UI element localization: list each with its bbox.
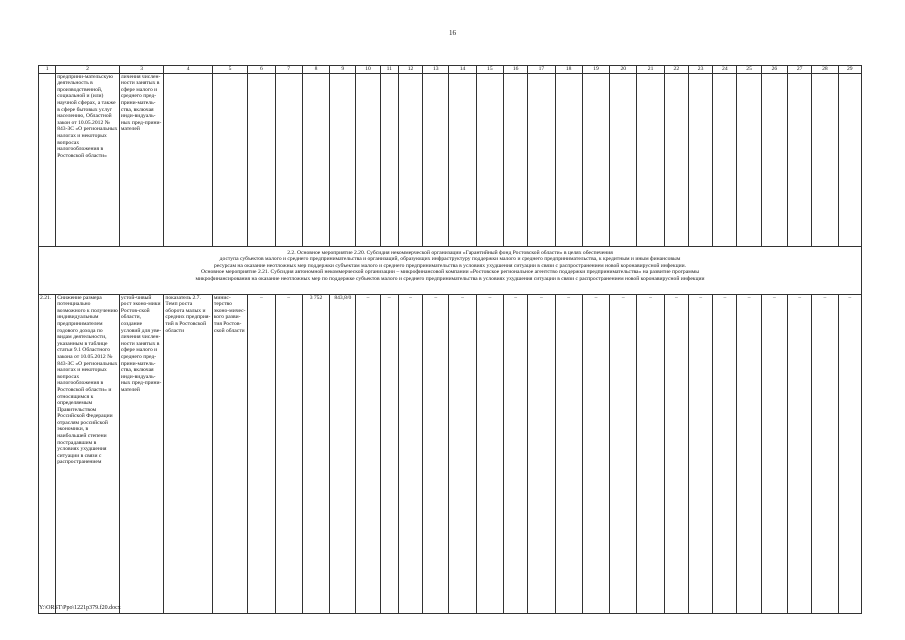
cell-dash: – (275, 294, 302, 613)
column-header: 9 (330, 66, 356, 74)
column-header: 6 (248, 66, 275, 74)
cell-executor-text: минис-терство эконо-мичес-кого разви-тия Ростов-ской области (212, 294, 247, 613)
column-header: 8 (302, 66, 329, 74)
column-header: 16 (503, 66, 527, 74)
column-header: 1 (39, 66, 56, 74)
cell-dash: – (838, 294, 861, 613)
section-heading-line: 2.2. Основное мероприятие 2.20. Субсидия некоммерческой организации «Гарантийный фонд Ростовской области» в целях обеспечения (287, 249, 613, 256)
column-header: 28 (812, 66, 838, 74)
section-heading-line: доступа субъектов малого и среднего предпринимательства и организаций, образующих инфраструктуру поддержки малого и среднего предпринимательства, к кредитным и иным финансовым (219, 256, 681, 263)
column-header: 24 (713, 66, 737, 74)
column-header: 15 (476, 66, 503, 74)
page-number: 16 (449, 29, 456, 37)
cell-dash: – (610, 294, 637, 613)
cell-dash: – (713, 294, 737, 613)
column-header: 2 (56, 66, 120, 74)
column-header: 17 (528, 66, 555, 74)
cell-dash: – (582, 294, 609, 613)
column-header: 3 (119, 66, 163, 74)
cell-measure-text: Снижение размера потенциально возможного к получению индивидуальным предпринимателем годового дохода по видам деятельности, указанным в таблице статьи 9.1 Областного закона от 10.05.2012 № 843-ЗС «О региональных налогах и некоторых вопросах налогообложения в Ростовской области» и относящимся к определяемым Правительством Российской Федерации отраслям российской экономики, в наибольшей степени пострадавшим в условиях ухудшения ситуации в связи с распространением (56, 294, 120, 613)
column-header: 23 (688, 66, 712, 74)
cell-indicator-text: показатель 2.7. Темп роста оборота малых и средних предприя-тий в Ростовской области (164, 294, 213, 613)
column-header: 27 (788, 66, 812, 74)
column-header: 11 (380, 66, 398, 74)
cell-dash: – (449, 294, 476, 613)
cell-dash: – (688, 294, 712, 613)
cell-dash: – (380, 294, 398, 613)
column-header: 14 (449, 66, 476, 74)
section-heading-line: микрофинансирования на оказание неотложных мер по поддержке субъектов малого и среднего предпринимательства в условиях ухудшения ситуации в связи с распространением новой коронавирусной инфекции (195, 275, 705, 282)
column-header: 4 (164, 66, 213, 74)
cell-dash: – (248, 294, 275, 613)
file-path-footer: Y:\ORST\Ppo\1221p379.f20.docx (39, 605, 121, 611)
column-header: 29 (838, 66, 861, 74)
column-header: 26 (761, 66, 787, 74)
cell-dash: – (476, 294, 503, 613)
program-table (38, 65, 862, 614)
cell-dash: – (664, 294, 688, 613)
column-header: 7 (275, 66, 302, 74)
column-header: 19 (582, 66, 609, 74)
column-header: 10 (356, 66, 380, 74)
cell-dash: – (555, 294, 582, 613)
cell-dash: – (528, 294, 555, 613)
header-row (39, 66, 862, 74)
cell-dash: – (356, 294, 380, 613)
section-heading-row (39, 246, 862, 294)
cell-measure-text: предприни-мательскую деятельность в производственной, социальной и (или) научной сферах, а также в сфере бытовых услуг населению, Областной закон от 10.05.2012 № 843-ЗС «О региональных налогах и некоторых вопросах налогообложения в Ростовской области» (56, 73, 120, 246)
column-header: 21 (637, 66, 664, 74)
column-header: 5 (212, 66, 247, 74)
cell-value: 843,8/0 (330, 294, 356, 613)
cell-dash: – (423, 294, 449, 613)
cell-dash: – (503, 294, 527, 613)
column-header: 20 (610, 66, 637, 74)
cell-value: 3 752 (302, 294, 329, 613)
table-row (39, 73, 862, 246)
column-header: 13 (423, 66, 449, 74)
column-header: 25 (737, 66, 761, 74)
table-row (39, 294, 862, 613)
cell-row-number: 2.21. (39, 294, 56, 613)
column-header: 12 (398, 66, 422, 74)
cell-dash: – (761, 294, 787, 613)
cell-dash: – (788, 294, 812, 613)
section-heading-line: ресурсам на оказание неотложных мер поддержки субъектам малого и среднего предпринимательства в условиях ухудшения ситуации в связи с распространением новой коронавирусной инфекции. (214, 262, 686, 269)
cell-dash: – (737, 294, 761, 613)
column-header: 18 (555, 66, 582, 74)
cell-dash: – (637, 294, 664, 613)
cell-goal-text: устой-чивый рост эконо-мики Ростов-ской области, создание условий для уве-личения числен-ности занятых в сфере малого и среднего пред-прини-матель-ства, включая инди-видуаль-ных пред-прини-мателей (119, 294, 163, 613)
cell-dash: – (812, 294, 838, 613)
section-heading-line: Основное мероприятие 2.21. Субсидия автономной некоммерческой организации – микрофинансовой компании «Ростовское региональное агентство поддержки предпринимательства» на развитие программы (200, 269, 700, 276)
section-heading (39, 246, 862, 294)
cell-goal-text: личения числен-ности занятых в сфере малого и среднего пред-прини-матель-ства, включая инди-видуаль-ных пред-прини-мателей (119, 73, 163, 246)
cell-dash: – (398, 294, 422, 613)
column-header: 22 (664, 66, 688, 74)
cell (39, 73, 56, 246)
